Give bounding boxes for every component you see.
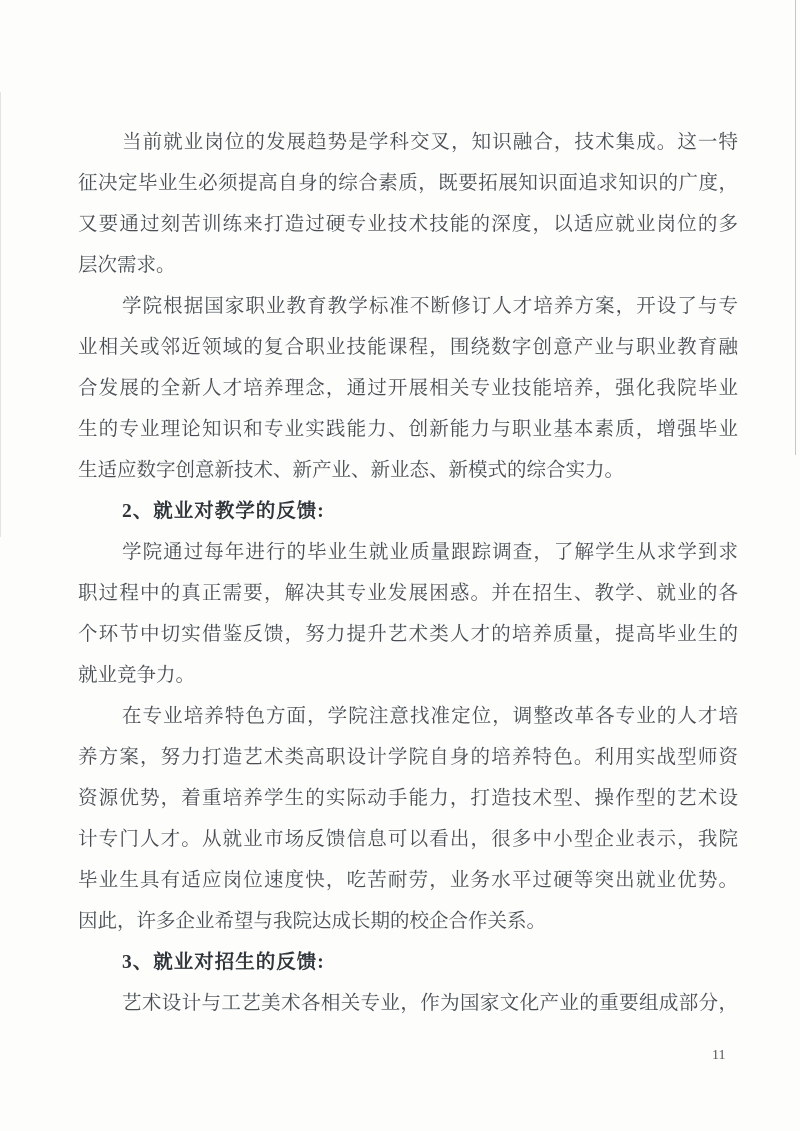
text-line: 个环节中切实借鉴反馈，努力提升艺术类人才的培养质量，提高毕业生的 (78, 624, 738, 645)
text-line: 在专业培养特色方面，学院注意找准定位，调整改革各专业的人才培 (122, 706, 738, 727)
paragraph-trend-of-jobs (78, 122, 738, 286)
text-line: 艺术设计与工艺美术各相关专业，作为国家文化产业的重要组成部分， (122, 993, 738, 1014)
text-line: 资源优势，着重培养学生的实际动手能力，打造技术型、操作型的艺术设 (78, 788, 738, 809)
heading-feedback-on-enrollment (78, 942, 738, 983)
paragraph-art-design-industry (78, 983, 738, 1024)
heading-feedback-on-teaching (78, 491, 738, 532)
text-line: 生适应数字创意新技术、新产业、新业态、新模式的综合实力。 (78, 460, 625, 481)
text-line: 学院根据国家职业教育教学标准不断修订人才培养方案，开设了与专 (122, 296, 738, 317)
text-line: 养方案，努力打造艺术类高职设计学院自身的培养特色。利用实战型师资 (78, 747, 738, 768)
text-line: 因此，许多企业希望与我院达成长期的校企合作关系。 (78, 911, 547, 932)
scan-artifact-right-edge (795, 0, 796, 455)
text-line: 就业竞争力。 (78, 665, 196, 686)
scan-artifact-left-edge (0, 92, 1, 537)
paragraph-training-plan (78, 286, 738, 491)
text-line: 计专门人才。从就业市场反馈信息可以看出，很多中小型企业表示，我院 (78, 829, 738, 850)
text-line: 业相关或邻近领域的复合职业技能课程，围绕数字创意产业与职业教育融 (78, 337, 738, 358)
text-line: 生的专业理论知识和专业实践能力、创新能力与职业基本素质，增强毕业 (78, 419, 738, 440)
text-line: 合发展的全新人才培养理念，通过开展相关专业技能培养，强化我院毕业 (78, 378, 738, 399)
heading-text: 3、就业对招生的反馈: (122, 952, 325, 973)
text-line: 毕业生具有适应岗位速度快，吃苦耐劳，业务水平过硬等突出就业优势。 (78, 870, 738, 891)
text-line: 征决定毕业生必须提高自身的综合素质，既要拓展知识面追求知识的广度， (78, 173, 738, 194)
text-line: 又要通过刻苦训练来打造过硬专业技术技能的深度，以适应就业岗位的多 (78, 214, 738, 235)
text-line: 当前就业岗位的发展趋势是学科交叉，知识融合，技术集成。这一特 (122, 132, 738, 153)
document-body (78, 122, 738, 1024)
heading-text: 2、就业对教学的反馈: (122, 501, 325, 522)
page-number: 11 (712, 1048, 726, 1063)
paragraph-training-features (78, 696, 738, 942)
text-line: 职过程中的真正需要，解决其专业发展困惑。并在招生、教学、就业的各 (78, 583, 738, 604)
text-line: 学院通过每年进行的毕业生就业质量跟踪调查，了解学生从求学到求 (122, 542, 738, 563)
paragraph-tracking-survey (78, 532, 738, 696)
text-line: 层次需求。 (78, 255, 176, 276)
